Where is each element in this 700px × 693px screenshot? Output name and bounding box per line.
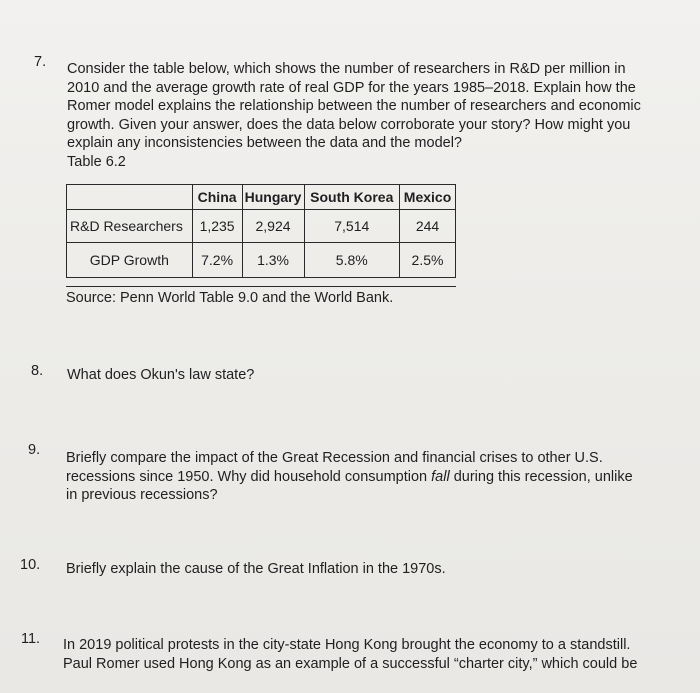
table-header-row [67,185,456,210]
table-cell: 7,514 [304,210,400,243]
table-cell: 2,924 [242,210,304,243]
table-bottom-rule [66,286,456,287]
question-9-emphasis: fall [431,468,450,485]
table-header-cell: China [192,185,242,210]
table-caption: Table 6.2 [67,153,126,170]
table-corner-cell [67,185,193,210]
table-source-note: Source: Penn World Table 9.0 and the World Bank. [66,290,394,306]
table-cell: 7.2% [192,243,242,278]
question-10-number: 10. [20,557,41,573]
question-8-text [67,366,254,385]
question-8-number: 8. [31,363,44,379]
question-7-line: growth. Given your answer, does the data below corroborate your story? How might you [67,116,631,133]
table-row [67,210,456,243]
question-10-text [66,560,446,579]
table-cell: 244 [400,210,456,243]
table-row [67,243,456,278]
question-11-text [63,636,637,673]
table-row-label: GDP Growth [67,243,193,278]
table-cell: 1,235 [192,210,242,243]
question-7-line: Consider the table below, which shows the number of researchers in R&D per million in [67,61,626,77]
data-table [66,184,456,278]
question-9-text-segment: during this recession, unlike [449,468,633,485]
question-9-line: Briefly compare the impact of the Great Recession and financial crises to other U.S. [66,450,603,466]
question-11-number: 11. [21,631,41,647]
question-11-line: Paul Romer used Hong Kong as an example of a successful “charter city,” which could be [63,655,638,672]
table-cell: 2.5% [400,243,456,278]
question-9-text-segment: recessions since 1950. Why did household consumption [66,468,432,485]
table-cell: 5.8% [304,243,400,278]
question-9-line [66,468,633,487]
table-cell: 1.3% [242,243,304,278]
question-7-text [67,60,641,171]
question-7-line: explain any inconsistencies between the data and the model? [67,135,462,151]
question-7-line: Romer model explains the relationship between the number of researchers and economic [67,98,641,114]
table-header-cell: Hungary [242,185,304,210]
question-7-line: 2010 and the average growth rate of real GDP for the years 1985–2018. Explain how the [67,79,636,96]
question-9-line: in previous recessions? [66,487,218,503]
question-7-number: 7. [34,54,47,70]
question-9-number: 9. [28,442,41,458]
table-header-cell: Mexico [400,185,456,210]
table-row-label: R&D Researchers [67,210,193,243]
question-11-line: In 2019 political protests in the city-state Hong Kong brought the economy to a standstill. [63,637,631,653]
table-header-cell: South Korea [304,185,400,210]
question-10-line: Briefly explain the cause of the Great Inflation in the 1970s. [66,561,446,577]
question-9-text [66,449,633,505]
question-8-line: What does Okun's law state? [67,367,255,383]
